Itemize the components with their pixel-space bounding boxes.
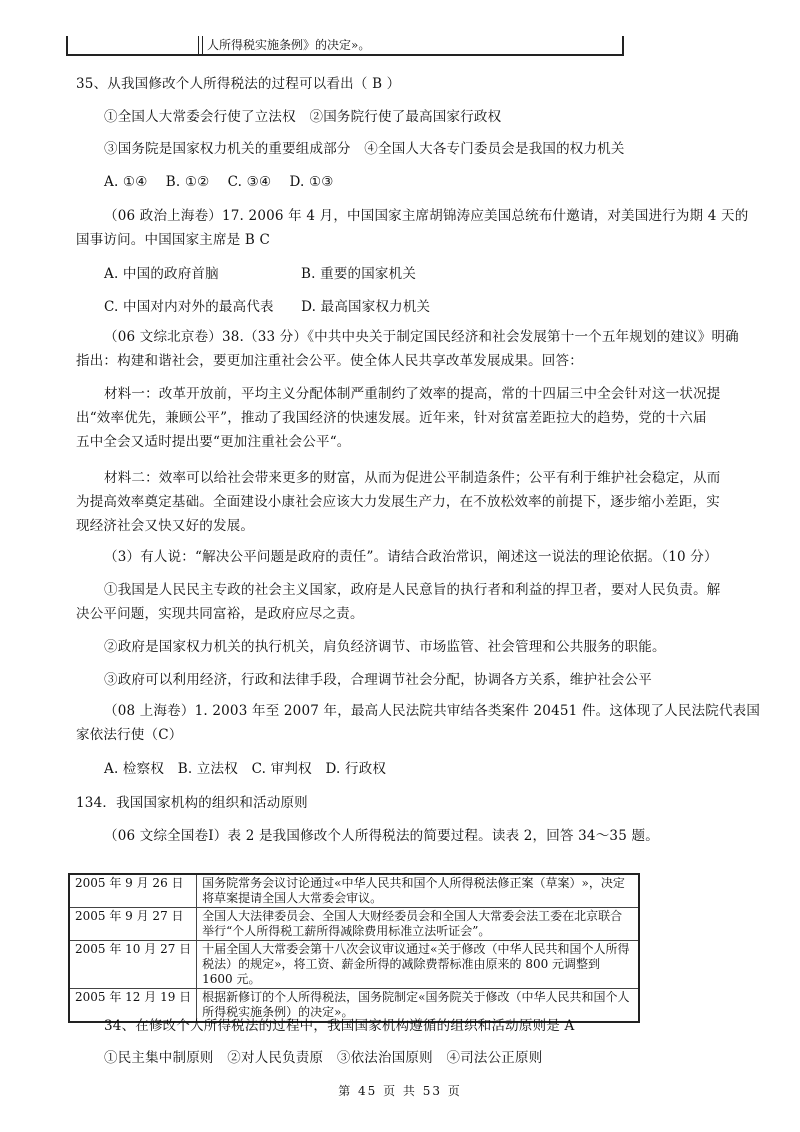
answer-3: ③政府可以利用经济，行政和法律手段，合理调节社会分配，协调各方关系，维护社会公平 bbox=[104, 672, 652, 688]
question-35-statements-1: ①全国人大常委会行使了立法权 ②国务院行使了最高国家行政权 bbox=[104, 109, 502, 125]
question-17-line-1: （06 政治上海卷）17. 2006 年 4 月，中国国家主席胡锦涛应美国总统布什邀请，对美国进行为期 4 天的 bbox=[104, 208, 749, 224]
table-cell-date: 2005 年 12 月 19 日 bbox=[69, 989, 197, 1023]
material-1-line-2: 出“效率优先，兼顾公平”，推动了我国经济的快速发展。近年来，针对贫富差距拉大的趋势，党的十六届 bbox=[76, 410, 707, 426]
table-cell-text: 人所得税实施条例》的决定»。 bbox=[202, 36, 622, 54]
question-17-options-2: C. 中国对内对外的最高代表 D. 最高国家权力机关 bbox=[104, 299, 431, 315]
table-row bbox=[69, 908, 639, 941]
page-number: 第 45 页 共 53 页 bbox=[338, 1084, 462, 1098]
question-35-choices: A. ①④ B. ①② C. ③④ D. ①③ bbox=[104, 174, 334, 190]
material-1-line-3: 五中全会又适时提出要“更加注重社会公平“。 bbox=[76, 434, 351, 450]
question-38-line-2: 指出：构建和谐社会，要更加注重社会公平。使全体人民共享改革发展成果。回答： bbox=[76, 353, 583, 369]
question-1-line-2: 家依法行使（C） bbox=[76, 727, 183, 743]
table-cell-text: 根据新修订的个人所得税法，国务院制定«国务院关于修改（中华人民共和国个人所得税实施条例）的决定»。 bbox=[197, 989, 639, 1023]
question-1-line-1: （08 上海卷）1. 2003 年至 2007 年，最高人民法院共审结各类案件 20451 件。这体现了人民法院代表国 bbox=[104, 703, 761, 719]
question-17-options-1: A. 中国的政府首脑 B. 重要的国家机关 bbox=[104, 266, 417, 282]
table-row bbox=[69, 941, 639, 989]
material-1-line-1: 材料一：改革开放前，平均主义分配体制严重制约了效率的提高，常的十四届三中全会针对这一状况提 bbox=[104, 386, 721, 402]
question-3: （3）有人说：“解决公平问题是政府的责任”。请结合政治常识，阐述这一说法的理论依据。（10 分） bbox=[104, 549, 718, 565]
table-cell-text: 十届全国人大常委会第十八次会议审议通过«关于修改（中华人民共和国个人所得税法）的规定»，将工资、薪金所得的减除费帮标准由原来的 800 元调整到 1600 元。 bbox=[197, 941, 639, 989]
question-17-line-2: 国事访问。中国国家主席是 B C bbox=[76, 232, 271, 248]
question-1-choices: A. 检察权 B. 立法权 C. 审判权 D. 行政权 bbox=[104, 761, 387, 777]
tax-law-table bbox=[68, 873, 640, 1023]
table-cell-date: 2005 年 10 月 27 日 bbox=[69, 941, 197, 989]
material-2-line-3: 现经济社会又快又好的发展。 bbox=[76, 518, 255, 534]
table-cell-date: 2005 年 9 月 26 日 bbox=[69, 874, 197, 908]
table-cell-date bbox=[68, 36, 199, 54]
table-row bbox=[69, 874, 639, 908]
answer-2: ②政府是国家权力机关的执行机关，肩负经济调节、市场监管、社会管理和公共服务的职能。 bbox=[104, 639, 666, 655]
section-heading-134: 134．我国国家机构的组织和活动原则 bbox=[76, 795, 308, 811]
previous-table-fragment bbox=[66, 36, 624, 56]
question-35: 35、从我国修改个人所得税法的过程可以看出（ B ） bbox=[76, 76, 401, 92]
table-intro: （06 文综全国卷Ⅰ）表 2 是我国修改个人所得税法的简要过程。读表 2，回答 34～35 题。 bbox=[104, 828, 659, 844]
question-34: 34、在修改个人所得税法的过程中，我国国家机构遵循的组织和活动原则是 A bbox=[104, 1018, 575, 1034]
question-38-line-1: （06 文综北京卷）38.（33 分）《中共中央关于制定国民经济和社会发展第十一个五年规划的建议》明确 bbox=[104, 329, 739, 345]
answer-1-line-1: ①我国是人民民主专政的社会主义国家，政府是人民意旨的执行者和利益的捍卫者，要对人民负责。解 bbox=[104, 582, 721, 598]
table-cell-text: 国务院常务会议讨论通过«中华人民共和国个人所得税法修正案（草案）»，决定将草案提请全国人大常委会审议。 bbox=[197, 874, 639, 908]
question-34-options: ①民主集中制原则 ②对人民负责原 ③依法治国原则 ④司法公正原则 bbox=[104, 1050, 543, 1066]
answer-1-line-2: 决公平问题，实现共同富裕，是政府应尽之责。 bbox=[76, 606, 364, 622]
table-cell-text: 全国人大法律委员会、全国人大财经委员会和全国人大常委会法工委在北京联合举行“个人所得税工薪所得减除费用标准立法听证会”。 bbox=[197, 908, 639, 941]
material-2-line-2: 为提高效率奠定基础。全面建设小康社会应该大力发展生产力，在不放松效率的前提下，逐步缩小差距，实 bbox=[76, 494, 720, 510]
material-2-line-1: 材料二：效率可以给社会带来更多的财富，从而为促进公平制造条件；公平有利于维护社会稳定，从而 bbox=[104, 470, 721, 486]
table-cell-date: 2005 年 9 月 27 日 bbox=[69, 908, 197, 941]
question-35-statements-2: ③国务院是国家权力机关的重要组成部分 ④全国人大各专门委员会是我国的权力机关 bbox=[104, 141, 625, 157]
